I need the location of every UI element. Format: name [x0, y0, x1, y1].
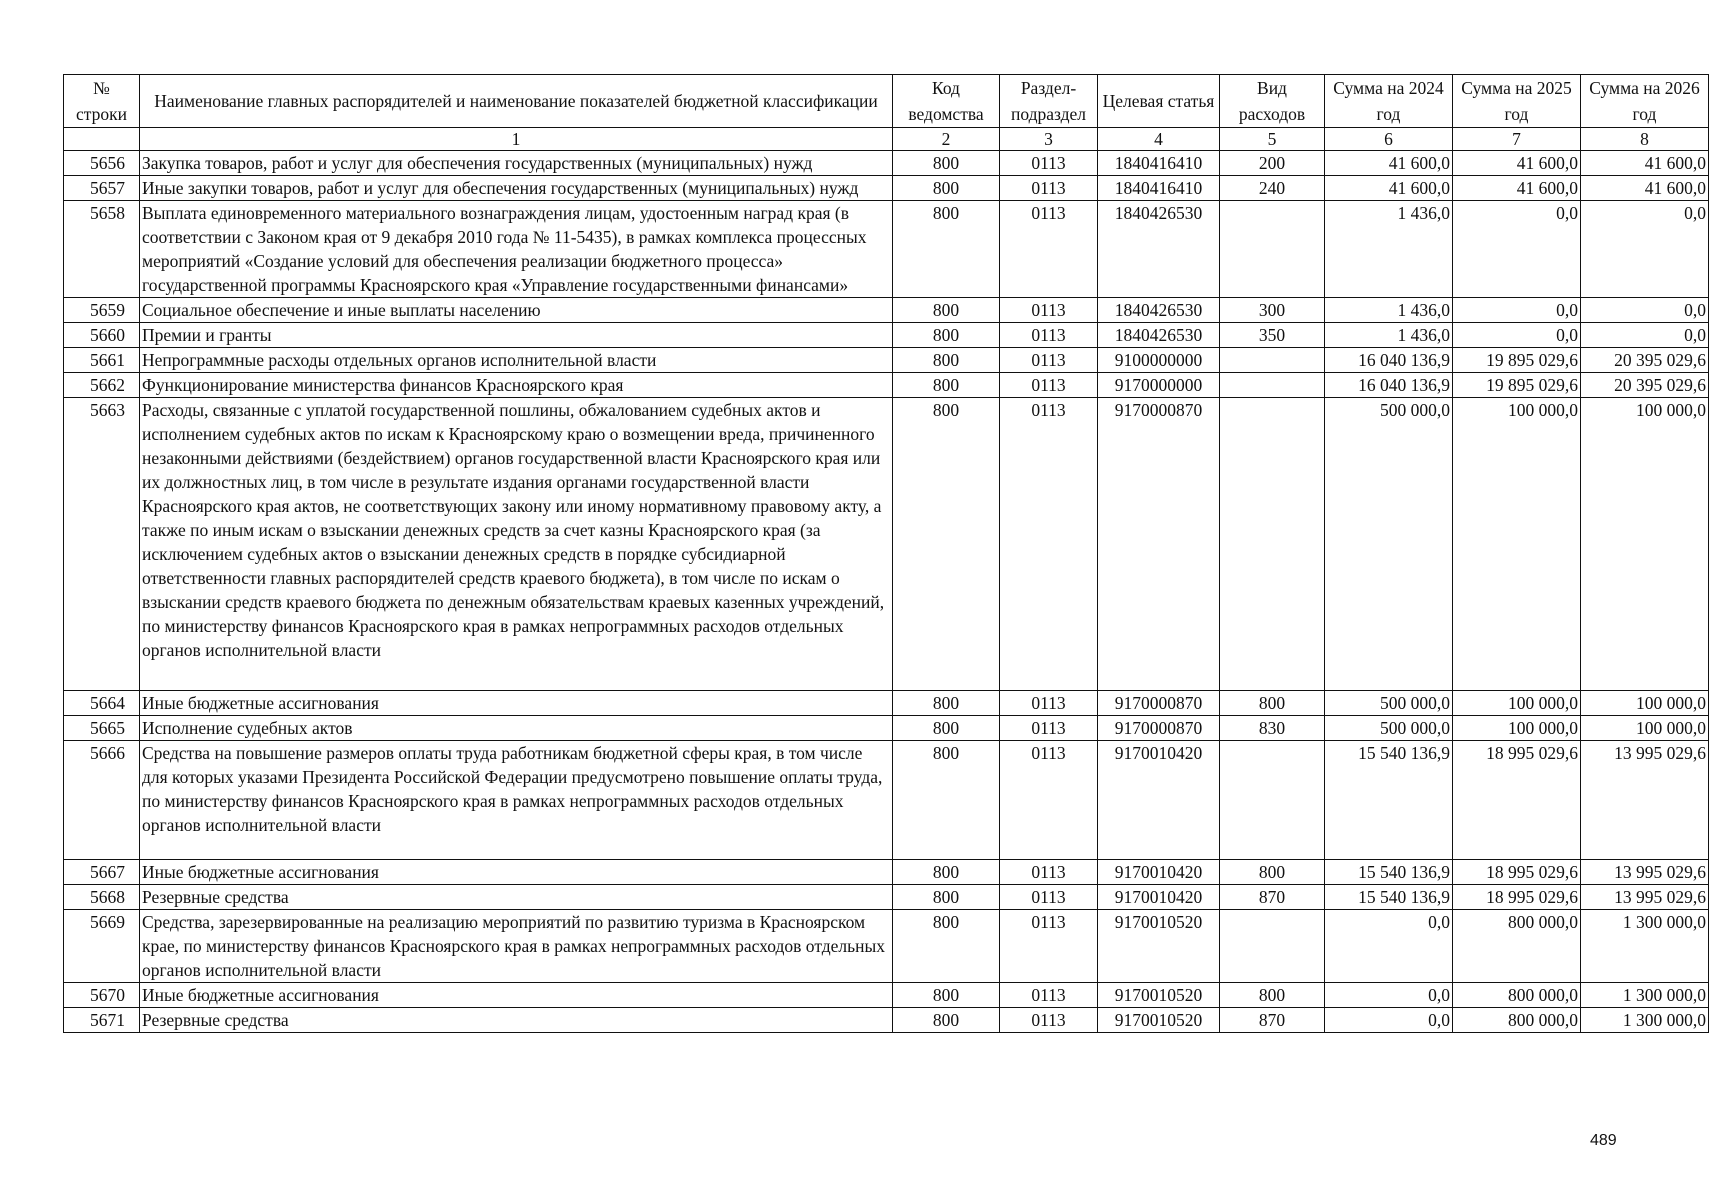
department-code: 800 — [893, 885, 1000, 910]
header-name: Наименование главных распорядителей и наименование показателей бюджетной классификации — [140, 75, 893, 128]
sum-2024: 1 436,0 — [1325, 298, 1453, 323]
row-number: 5656 — [64, 151, 140, 176]
item-name: Исполнение судебных актов — [140, 716, 893, 741]
header-row-number: № строки — [64, 75, 140, 128]
table-row — [64, 398, 1709, 691]
section-code: 0113 — [1000, 741, 1098, 860]
sum-2024: 15 540 136,9 — [1325, 860, 1453, 885]
sum-2024: 41 600,0 — [1325, 176, 1453, 201]
row-number: 5660 — [64, 323, 140, 348]
department-code: 800 — [893, 910, 1000, 983]
column-number — [64, 128, 140, 151]
sum-2024: 0,0 — [1325, 1008, 1453, 1033]
table-row — [64, 910, 1709, 983]
expense-type-code: 240 — [1220, 176, 1325, 201]
target-article-code: 9170010420 — [1098, 741, 1220, 860]
expense-type-code: 800 — [1220, 983, 1325, 1008]
header-target-article: Целевая статья — [1098, 75, 1220, 128]
section-code: 0113 — [1000, 151, 1098, 176]
target-article-code: 1840426530 — [1098, 298, 1220, 323]
table-row — [64, 716, 1709, 741]
column-number: 8 — [1581, 128, 1709, 151]
department-code: 800 — [893, 860, 1000, 885]
sum-2026: 0,0 — [1581, 298, 1709, 323]
item-name: Резервные средства — [140, 885, 893, 910]
sum-2026: 100 000,0 — [1581, 691, 1709, 716]
section-code: 0113 — [1000, 716, 1098, 741]
section-code: 0113 — [1000, 201, 1098, 298]
item-name: Иные бюджетные ассигнования — [140, 983, 893, 1008]
department-code: 800 — [893, 691, 1000, 716]
header-expense-type: Вид расходов — [1220, 75, 1325, 128]
sum-2025: 100 000,0 — [1453, 716, 1581, 741]
header-sum-2024: Сумма на 2024 год — [1325, 75, 1453, 128]
table-row — [64, 983, 1709, 1008]
sum-2024: 500 000,0 — [1325, 691, 1453, 716]
sum-2025: 0,0 — [1453, 323, 1581, 348]
table-row — [64, 176, 1709, 201]
row-number: 5664 — [64, 691, 140, 716]
column-number: 7 — [1453, 128, 1581, 151]
header-section: Раздел-подраздел — [1000, 75, 1098, 128]
department-code: 800 — [893, 298, 1000, 323]
department-code: 800 — [893, 741, 1000, 860]
table-row — [64, 323, 1709, 348]
row-number: 5663 — [64, 398, 140, 691]
item-name: Выплата единовременного материального вознаграждения лицам, удостоенным наград края (в соответствии с Законом края от 9 декабря 2010 года № 11-5435), в рамках комплекса процессных мероприятий «Создание условий для обеспечения реализации бюджетного процесса» государственной программы Красноярского края «Управление государственными финансами» — [140, 201, 893, 298]
row-number: 5666 — [64, 741, 140, 860]
target-article-code: 1840426530 — [1098, 201, 1220, 298]
sum-2026: 100 000,0 — [1581, 398, 1709, 691]
target-article-code: 1840416410 — [1098, 151, 1220, 176]
table-row — [64, 298, 1709, 323]
row-number: 5661 — [64, 348, 140, 373]
expense-type-code — [1220, 741, 1325, 860]
target-article-code: 1840416410 — [1098, 176, 1220, 201]
expense-type-code — [1220, 201, 1325, 298]
section-code: 0113 — [1000, 885, 1098, 910]
table-row — [64, 373, 1709, 398]
sum-2025: 100 000,0 — [1453, 691, 1581, 716]
department-code: 800 — [893, 373, 1000, 398]
section-code: 0113 — [1000, 983, 1098, 1008]
sum-2025: 18 995 029,6 — [1453, 741, 1581, 860]
sum-2025: 0,0 — [1453, 298, 1581, 323]
item-name: Непрограммные расходы отдельных органов исполнительной власти — [140, 348, 893, 373]
expense-type-code — [1220, 910, 1325, 983]
section-code: 0113 — [1000, 298, 1098, 323]
row-number: 5662 — [64, 373, 140, 398]
item-name: Средства на повышение размеров оплаты труда работникам бюджетной сферы края, в том числе для которых указами Президента Российской Федерации предусмотрено повышение оплаты труда, по министерству финансов Красноярского края в рамках непрограммных расходов отдельных органов исполнительной власти — [140, 741, 893, 860]
item-name: Расходы, связанные с уплатой государственной пошлины, обжалованием судебных актов и исполнением судебных актов по искам к Красноярскому краю о возмещении вреда, причиненного незаконными действиями (бездействием) органов государственной власти Красноярского края или их должностных лиц, в том числе в результате издания органами государственной власти Красноярского края актов, не соответствующих закону или иному нормативному правовому акту, а также по иным искам о взыскании денежных средств за счет казны Красноярского края (за исключением судебных актов о взыскании денежных средств в порядке субсидиарной ответственности главных распорядителей средств краевого бюджета), в том числе по искам о взыскании средств краевого бюджета по денежным обязательствам краевых казенных учреждений, по министерству финансов Красноярского края в рамках непрограммных расходов отдельных органов исполнительной власти — [140, 398, 893, 691]
header-department-code: Код ведомства — [893, 75, 1000, 128]
section-code: 0113 — [1000, 1008, 1098, 1033]
target-article-code: 9170000870 — [1098, 398, 1220, 691]
sum-2024: 500 000,0 — [1325, 716, 1453, 741]
table-row — [64, 691, 1709, 716]
header-sum-2025: Сумма на 2025 год — [1453, 75, 1581, 128]
table-row — [64, 860, 1709, 885]
sum-2025: 800 000,0 — [1453, 983, 1581, 1008]
department-code: 800 — [893, 176, 1000, 201]
sum-2026: 41 600,0 — [1581, 151, 1709, 176]
target-article-code: 9170010420 — [1098, 885, 1220, 910]
expense-type-code: 870 — [1220, 1008, 1325, 1033]
column-number: 2 — [893, 128, 1000, 151]
page-number: 489 — [1590, 1132, 1617, 1149]
item-name: Резервные средства — [140, 1008, 893, 1033]
target-article-code: 9170000870 — [1098, 716, 1220, 741]
target-article-code: 9100000000 — [1098, 348, 1220, 373]
section-code: 0113 — [1000, 348, 1098, 373]
table-row — [64, 1008, 1709, 1033]
target-article-code: 9170010520 — [1098, 1008, 1220, 1033]
column-number: 4 — [1098, 128, 1220, 151]
sum-2025: 41 600,0 — [1453, 151, 1581, 176]
expense-type-code — [1220, 398, 1325, 691]
sum-2025: 0,0 — [1453, 201, 1581, 298]
section-code: 0113 — [1000, 176, 1098, 201]
row-number: 5657 — [64, 176, 140, 201]
target-article-code: 9170000000 — [1098, 373, 1220, 398]
sum-2026: 1 300 000,0 — [1581, 1008, 1709, 1033]
section-code: 0113 — [1000, 323, 1098, 348]
sum-2024: 15 540 136,9 — [1325, 885, 1453, 910]
table-row — [64, 151, 1709, 176]
section-code: 0113 — [1000, 910, 1098, 983]
target-article-code: 9170010420 — [1098, 860, 1220, 885]
expense-type-code — [1220, 348, 1325, 373]
section-code: 0113 — [1000, 373, 1098, 398]
sum-2026: 1 300 000,0 — [1581, 983, 1709, 1008]
sum-2025: 800 000,0 — [1453, 1008, 1581, 1033]
sum-2026: 41 600,0 — [1581, 176, 1709, 201]
table-row — [64, 201, 1709, 298]
expense-type-code: 870 — [1220, 885, 1325, 910]
expense-type-code: 300 — [1220, 298, 1325, 323]
sum-2026: 13 995 029,6 — [1581, 860, 1709, 885]
sum-2026: 0,0 — [1581, 201, 1709, 298]
header-sum-2026: Сумма на 2026 год — [1581, 75, 1709, 128]
column-number-row — [64, 128, 1709, 151]
expense-type-code: 800 — [1220, 860, 1325, 885]
sum-2024: 15 540 136,9 — [1325, 741, 1453, 860]
department-code: 800 — [893, 716, 1000, 741]
item-name: Иные закупки товаров, работ и услуг для обеспечения государственных (муниципальных) нужд — [140, 176, 893, 201]
sum-2026: 1 300 000,0 — [1581, 910, 1709, 983]
target-article-code: 9170010520 — [1098, 983, 1220, 1008]
section-code: 0113 — [1000, 398, 1098, 691]
sum-2026: 13 995 029,6 — [1581, 741, 1709, 860]
row-number: 5667 — [64, 860, 140, 885]
row-number: 5659 — [64, 298, 140, 323]
expense-type-code: 830 — [1220, 716, 1325, 741]
item-name: Иные бюджетные ассигнования — [140, 691, 893, 716]
sum-2025: 41 600,0 — [1453, 176, 1581, 201]
sum-2024: 0,0 — [1325, 910, 1453, 983]
sum-2025: 18 995 029,6 — [1453, 860, 1581, 885]
section-code: 0113 — [1000, 691, 1098, 716]
table-row — [64, 348, 1709, 373]
sum-2024: 16 040 136,9 — [1325, 348, 1453, 373]
department-code: 800 — [893, 201, 1000, 298]
department-code: 800 — [893, 398, 1000, 691]
sum-2024: 1 436,0 — [1325, 201, 1453, 298]
sum-2025: 100 000,0 — [1453, 398, 1581, 691]
column-number: 5 — [1220, 128, 1325, 151]
item-name: Функционирование министерства финансов Красноярского края — [140, 373, 893, 398]
expense-type-code — [1220, 373, 1325, 398]
column-number: 1 — [140, 128, 893, 151]
sum-2025: 19 895 029,6 — [1453, 373, 1581, 398]
expense-type-code: 350 — [1220, 323, 1325, 348]
sum-2024: 41 600,0 — [1325, 151, 1453, 176]
sum-2026: 20 395 029,6 — [1581, 348, 1709, 373]
sum-2024: 1 436,0 — [1325, 323, 1453, 348]
item-name: Премии и гранты — [140, 323, 893, 348]
sum-2024: 500 000,0 — [1325, 398, 1453, 691]
item-name: Социальное обеспечение и иные выплаты населению — [140, 298, 893, 323]
department-code: 800 — [893, 1008, 1000, 1033]
table-row — [64, 741, 1709, 860]
row-number: 5665 — [64, 716, 140, 741]
budget-sheet — [63, 74, 1706, 1033]
sum-2026: 13 995 029,6 — [1581, 885, 1709, 910]
item-name: Средства, зарезервированные на реализацию мероприятий по развитию туризма в Красноярском крае, по министерству финансов Красноярского края в рамках непрограммных расходов отдельных органов исполнительной власти — [140, 910, 893, 983]
table-body — [64, 151, 1709, 1033]
target-article-code: 9170010520 — [1098, 910, 1220, 983]
item-name: Иные бюджетные ассигнования — [140, 860, 893, 885]
sum-2026: 0,0 — [1581, 323, 1709, 348]
budget-table — [63, 74, 1709, 1033]
target-article-code: 9170000870 — [1098, 691, 1220, 716]
target-article-code: 1840426530 — [1098, 323, 1220, 348]
sum-2025: 19 895 029,6 — [1453, 348, 1581, 373]
department-code: 800 — [893, 323, 1000, 348]
section-code: 0113 — [1000, 860, 1098, 885]
table-row — [64, 885, 1709, 910]
sum-2025: 18 995 029,6 — [1453, 885, 1581, 910]
row-number: 5658 — [64, 201, 140, 298]
sum-2026: 100 000,0 — [1581, 716, 1709, 741]
column-number: 3 — [1000, 128, 1098, 151]
department-code: 800 — [893, 151, 1000, 176]
row-number: 5671 — [64, 1008, 140, 1033]
department-code: 800 — [893, 348, 1000, 373]
item-name: Закупка товаров, работ и услуг для обеспечения государственных (муниципальных) нужд — [140, 151, 893, 176]
sum-2024: 0,0 — [1325, 983, 1453, 1008]
column-number: 6 — [1325, 128, 1453, 151]
row-number: 5668 — [64, 885, 140, 910]
expense-type-code: 800 — [1220, 691, 1325, 716]
sum-2025: 800 000,0 — [1453, 910, 1581, 983]
row-number: 5669 — [64, 910, 140, 983]
header-row — [64, 75, 1709, 128]
row-number: 5670 — [64, 983, 140, 1008]
expense-type-code: 200 — [1220, 151, 1325, 176]
sum-2026: 20 395 029,6 — [1581, 373, 1709, 398]
department-code: 800 — [893, 983, 1000, 1008]
sum-2024: 16 040 136,9 — [1325, 373, 1453, 398]
